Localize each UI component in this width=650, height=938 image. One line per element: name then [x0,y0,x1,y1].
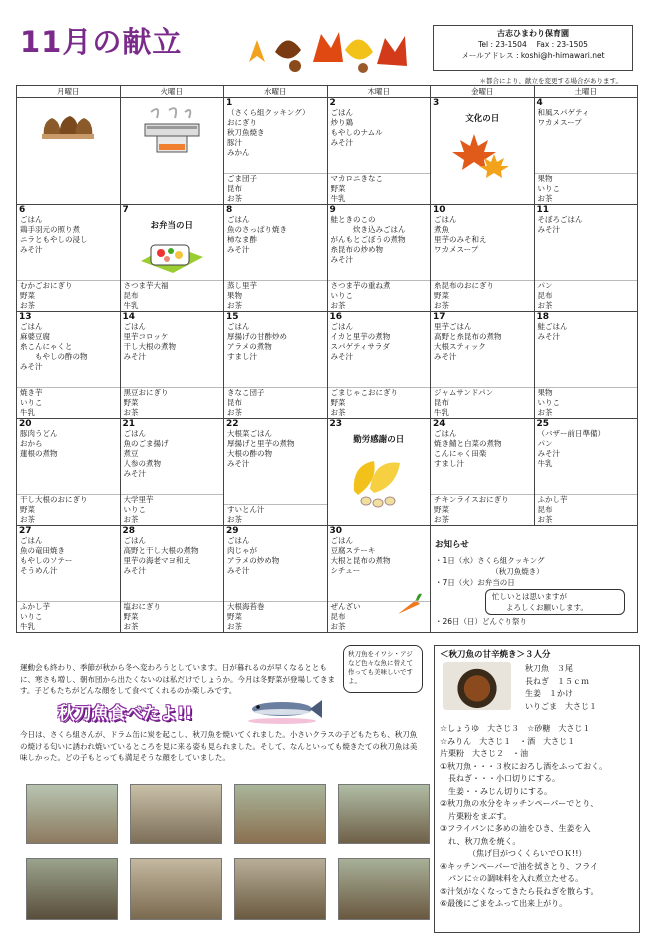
snack-menu: チキンライスおにぎり 野菜 お茶 [431,494,534,525]
lunch-menu: そぼろごはん みそ汁 [537,215,583,234]
sanma-heading: 秋刀魚食べたよ!! [58,704,193,724]
chestnut-icon [17,104,120,144]
snack-menu: 糸昆布のおにぎり 野菜 お茶 [431,280,534,311]
week-row [17,312,638,419]
snack-menu: ごまじゃこおにぎり 野菜 お茶 [328,387,431,418]
lunch-menu: ごはん 肉じゃが アラメの炒め物 みそ汁 [227,536,280,575]
bbq-icon [121,104,224,160]
day-number: 16 [329,312,343,322]
day-number: 11 [536,205,550,215]
snack-menu: 黒豆おにぎり 野菜 お茶 [121,387,224,418]
week-row [17,98,638,205]
snack-menu: むかごおにぎり 野菜 お茶 [17,280,120,311]
day-number: 17 [433,312,446,322]
saury-fish-icon [244,690,324,728]
event-label: 勤労感謝の日 [353,435,405,445]
day-number: 10 [433,205,446,215]
day-number: 23 [329,419,343,429]
photo-eating-1 [26,858,118,920]
maple-icon [431,130,534,180]
lunch-menu: （さくら組クッキング） おにぎり 秋刀魚焼き 豚汁 みかん [227,108,310,157]
lunch-menu: ごはん 魚の竜田焼き もやしのソテー そうめん汁 [20,536,73,575]
lunch-menu: 里芋ごはん 高野と糸昆布の煮物 大根スティック みそ汁 [434,322,502,361]
news-item: 忙しいとは思いますが [492,592,567,601]
page-title: 11月の献立 [20,25,183,59]
day-cell [224,312,328,419]
day-number: 14 [122,312,136,322]
recipe-heading: ＜秋刀魚の甘辛焼き＞３人分 [440,650,551,660]
bento-icon [121,237,224,283]
photo-eating-2 [130,858,222,920]
day-cell [431,419,535,526]
day-cell [534,312,638,419]
lunch-menu: 豚肉うどん おから 蓮根の煮物 [20,429,58,458]
news-item: （秋刀魚焼き） [435,567,544,576]
weekday-header: 水曜日 [224,86,328,98]
sanma-paragraph: 今日は、さくら組さんが、ドラム缶に炭を起こし、秋刀魚を焼いてくれました。小さいクラスの子どもたちも、秋刀魚の焼ける匂いに誘われ焼いているところを見に来る姿も見られました。そして、なんといっても焼きたての秋刀魚は美味しかった。どの子もとっても満足そうな顔をしていました。 [20,730,418,762]
lunch-menu: ごはん 厚揚げの甘酢炒め アラメの煮物 すまし汁 [227,322,287,361]
day-cell [17,526,121,633]
day-cell [17,419,121,526]
snack-menu: ごま団子 昆布 お茶 [224,173,327,204]
day-number: 3 [433,98,440,108]
snack-menu: ふかし芋 昆布 お茶 [535,494,638,525]
day-cell [327,98,431,205]
weekday-header: 火曜日 [120,86,224,98]
photo-grilling-1 [26,784,118,844]
lunch-menu: ごはん 里芋コロッケ 干し大根の煮物 みそ汁 [123,322,176,361]
day-cell [224,98,328,205]
snack-menu: マカロニきなこ 野菜 牛乳 [328,173,431,204]
recipe-steps: ☆しょうゆ 大さじ３ ☆砂糖 大さじ１ ☆みりん 大さじ１ ・酒 大さじ１ 片栗粉 大さじ２ ・油 ①秋刀魚・・・３枚におろし酒をふっておく。 長ねぎ・・・小口切りにする。 生姜・・みじん切りにする。 ②秋刀魚の水分をキッチンペーパーでとり、 片栗粉をまぶす。 ③フライパンに多めの油をひき、生姜を入 れ、秋刀魚を焼く。 （焦げ目がつくくらいでＯＫ!!） ④キッチンペーパーで油を拭きとり、フライ パンに☆の調味料を入れ煮立たせる。 ⑤汁気がなくなってきたら長ねぎを散らす。 ⑥最後にごまをふって出来上がり。 [440,724,608,908]
snack-menu: 塩おにぎり 野菜 お茶 [121,601,224,632]
day-number: 13 [19,312,32,322]
day-number: 22 [226,419,239,429]
snack-menu: 大学里芋 いりこ お茶 [121,494,224,525]
photo-eating-3 [234,858,326,920]
day-cell [120,526,224,633]
lunch-menu: ごはん 魚のさっぱり焼き 柿なま酢 みそ汁 [227,215,287,254]
day-cell [327,205,431,312]
news-box [429,536,637,634]
snack-menu: 大根海苔巻 野菜 お茶 [224,601,327,632]
lunch-menu: ごはん 高野と干し大根の煮物 里芋の海老マヨ和え みそ汁 [123,536,199,575]
weekday-header-row [17,86,638,98]
day-number: 7 [122,205,129,215]
news-item: ・26日（日）どんぐり祭り [435,617,528,626]
snack-menu: 果物 いりこ お茶 [535,387,638,418]
lunch-menu: 鮭ごはん みそ汁 [537,322,568,341]
day-number: 20 [19,419,32,429]
lunch-menu: ごはん 煮魚 里芋のみそ和え ワカメスープ [434,215,487,254]
snack-menu: きなこ団子 昆布 お茶 [224,387,327,418]
day-number: 8 [226,205,233,215]
day-number: 9 [329,205,336,215]
lunch-menu: ごはん 炒り鶏 もやしのナムル みそ汁 [330,108,383,147]
day-cell [17,312,121,419]
lunch-menu: ごはん 豆腐ステーキ 大根と昆布の煮物 シチュー [330,536,391,575]
snack-menu: 干し大根のおにぎり 野菜 お茶 [17,494,120,525]
autumn-leaves-icon [235,22,415,78]
day-cell [431,312,535,419]
day-cell [534,98,638,205]
day-number: 29 [226,526,239,536]
day-number: 6 [19,205,26,215]
dish-photo [443,662,511,710]
lunch-menu: ごはん 焼き鯖と白菜の煮物 こんにゃく田楽 すまし汁 [434,429,502,468]
snack-menu: ぜんざい 昆布 お茶 [328,601,431,632]
snack-menu: 果物 いりこ お茶 [535,173,638,204]
lunch-menu: ごはん 魚のごま揚げ 煮豆 人参の煮物 みそ汁 [123,429,169,478]
snack-menu: さつま芋の重ね煮 いりこ お茶 [328,280,431,311]
day-number: 28 [122,526,136,536]
snack-menu: すいとん汁 お茶 [224,504,327,525]
snack-menu: さつま芋大福 昆布 牛乳 [121,280,224,311]
lunch-menu: （バザー前日準備） パン みそ汁 牛乳 [537,429,605,468]
day-cell [120,312,224,419]
day-cell [120,205,224,312]
snack-menu: ふかし芋 いりこ 牛乳 [17,601,120,632]
day-number: 18 [536,312,550,322]
day-cell [224,205,328,312]
snack-menu: パン 昆布 お茶 [535,280,638,311]
day-cell [327,312,431,419]
weekday-header: 土曜日 [534,86,638,98]
photo-eating-4 [338,858,430,920]
photo-grilling-3 [234,784,326,844]
day-cell [224,419,328,526]
day-number: 15 [226,312,239,322]
week-row [17,419,638,526]
lunch-menu: 大根菜ごはん 厚揚げと里芋の煮物 大根の酢の物 みそ汁 [227,429,295,468]
day-cell [327,526,431,633]
nursery-name: 古志ひまわり保育園 [497,29,569,38]
lunch-menu: ごはん 鶏手羽元の照り煮 ニラともやしの浸し みそ汁 [20,215,88,254]
day-cell [17,205,121,312]
day-cell [534,205,638,312]
tip-bubble: 秋刀魚をイワシ・アジなど色々な魚に替えて作っても美味しいですよ。 [343,645,423,693]
weekday-header: 月曜日 [17,86,121,98]
intro-paragraph: 運動会も終わり、季節が秋から冬へ変わろうとしています。日が暮れるのが早くなるとともに、寒さも増し、朝布団から出たくないのは私だけでしょうか。今月は冬野菜が登場してきます。子どもたちがどんな顔をして食べてくれるのか楽しみです。 [20,663,335,695]
event-label: お弁当の日 [150,221,193,231]
snack-menu: 蒸し里芋 果物 お茶 [224,280,327,311]
day-cell [534,419,638,526]
day-number: 27 [19,526,32,536]
email-address: メールアドレス : koshi@h-himawari.net [461,51,605,60]
news-item: よろしくお願いします。 [506,603,588,612]
news-heading: お知らせ [435,540,469,550]
day-cell [17,98,121,205]
snack-menu: ジャムサンドパン 昆布 牛乳 [431,387,534,418]
lunch-menu: ごはん イカと里芋の煮物 スパゲティサラダ みそ汁 [330,322,391,361]
day-cell [431,205,535,312]
lunch-menu: 和風スパゲティ ワカメスープ [537,108,590,127]
news-item: ・7日（火）お弁当の日 [435,578,515,587]
day-cell [120,98,224,205]
event-label: 文化の日 [465,114,500,124]
lunch-menu: 鮭ときのこの 炊き込みごはん がんもとごぼうの煮物 糸昆布の炒め物 みそ汁 [330,215,406,264]
day-cell [327,419,431,526]
day-number: 24 [433,419,446,429]
weekday-header: 木曜日 [327,86,431,98]
day-cell [224,526,328,633]
day-number: 30 [329,526,343,536]
day-number: 25 [536,419,550,429]
ginkgo-icon [328,451,431,511]
news-item: ・1日（水）さくら組クッキング [435,556,545,565]
snack-menu: 焼き芋 いりこ 牛乳 [17,387,120,418]
day-cell [120,419,224,526]
day-number: 4 [536,98,543,108]
week-row [17,205,638,312]
day-number: 21 [122,419,136,429]
tel-fax: Tel : 23-1504 Fax : 23-1505 [478,40,588,49]
nursery-info-box [433,25,633,71]
day-number: 2 [329,98,336,108]
recipe-ingredients: 秋刀魚 ３尾 長ねぎ １５ｃｍ 生姜 １かけ いりごま 大さじ１ [525,664,597,711]
change-notice: ＊都合により、献立を変更する場合があります。 [479,77,622,85]
photo-grilling-4 [338,784,430,844]
recipe-box [434,645,640,933]
day-number: 1 [226,98,233,108]
day-cell [431,98,535,205]
lunch-menu: ごはん 麻婆豆腐 糸こんにゃくと もやしの酢の物 みそ汁 [20,322,88,371]
photo-grilling-2 [130,784,222,844]
weekday-header: 金曜日 [431,86,535,98]
